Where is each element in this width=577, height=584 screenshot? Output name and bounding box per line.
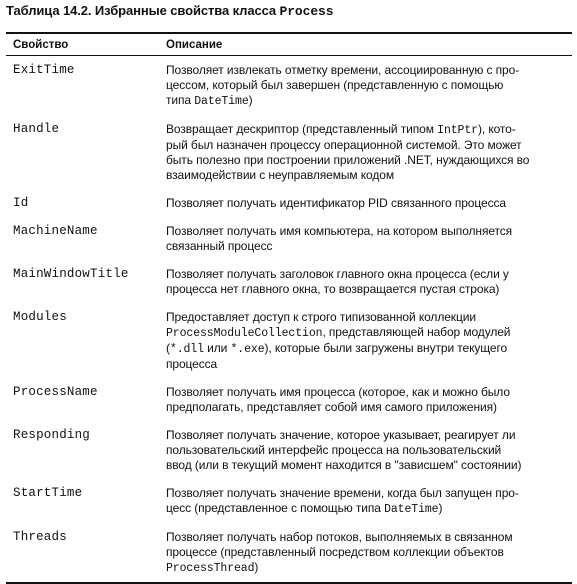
caption-class-name: Process xyxy=(279,4,334,19)
table-row xyxy=(6,479,572,523)
description-line xyxy=(166,138,568,153)
description-line xyxy=(166,443,568,458)
text-fragment: Возвращает дескриптор (представленный типом xyxy=(166,122,438,136)
table-header-row xyxy=(6,33,572,56)
description-line xyxy=(166,530,568,545)
description-line xyxy=(166,458,568,473)
description-line xyxy=(166,357,568,372)
description-line xyxy=(166,310,568,325)
description-line xyxy=(166,560,568,576)
table-row xyxy=(6,115,572,189)
text-fragment: типа xyxy=(166,93,195,107)
description-line xyxy=(166,341,568,357)
text-fragment: Позволяет получать набор потоков, выполняемых в связанном xyxy=(166,530,513,544)
text-fragment: Позволяет получать имя процесса (которое, как и можно было xyxy=(166,385,510,399)
text-fragment: Позволяет извлекать отметку времени, ассоциированную с про- xyxy=(166,63,520,77)
text-fragment: процесса нет главного окна, то возвращается пустая строка) xyxy=(166,282,500,296)
code-fragment: DateTime xyxy=(194,95,249,108)
property-name: Threads xyxy=(13,530,67,544)
property-description xyxy=(158,217,572,260)
code-fragment: *.dll xyxy=(169,343,204,356)
text-fragment: быть полезно при построении приложений .NET, нуждающихся во xyxy=(166,153,530,167)
text-fragment: ( xyxy=(166,341,170,355)
description-line xyxy=(166,224,568,239)
property-name: ProcessName xyxy=(13,385,98,399)
text-fragment: Позволяет получать заголовок главного окна процесса (если у xyxy=(166,267,509,281)
property-name: MainWindowTitle xyxy=(13,267,129,281)
property-description xyxy=(158,479,572,523)
properties-table xyxy=(6,32,572,584)
description-line xyxy=(166,122,568,138)
property-name: Modules xyxy=(13,310,67,324)
table-body xyxy=(6,56,572,584)
description-line xyxy=(166,545,568,560)
description-line xyxy=(166,325,568,341)
code-fragment: ProcessModuleCollection xyxy=(166,327,323,340)
property-name: Id xyxy=(13,196,29,210)
description-line xyxy=(166,428,568,443)
property-description xyxy=(158,421,572,479)
property-description xyxy=(158,115,572,189)
description-line xyxy=(166,385,568,400)
code-fragment: IntPtr xyxy=(437,124,478,137)
table-row xyxy=(6,303,572,378)
header-property: Свойство xyxy=(6,33,158,56)
text-fragment: процессе (представленный посредством коллекции объектов xyxy=(166,545,504,559)
property-name: StartTime xyxy=(13,486,83,500)
text-fragment: Позволяет получать значение времени, когда был запущен про- xyxy=(166,486,519,500)
caption-prefix: Таблица 14.2. Избранные свойства класса xyxy=(6,3,280,18)
code-fragment: DateTime xyxy=(384,503,439,516)
table-row xyxy=(6,523,572,583)
table-row xyxy=(6,189,572,217)
text-fragment: ввод (или в текущий момент находится в "зависшем" состоянии) xyxy=(166,458,522,472)
description-line xyxy=(166,63,568,78)
table-row xyxy=(6,378,572,421)
text-fragment: предполагать, представляет собой имя самого приложения) xyxy=(166,400,497,414)
property-description xyxy=(158,378,572,421)
description-line xyxy=(166,239,568,254)
text-fragment: ) xyxy=(248,93,253,107)
text-fragment: взаимодействии с неуправляемым кодом xyxy=(166,168,394,182)
property-description xyxy=(158,260,572,303)
text-fragment: Позволяет получать имя компьютера, на котором выполняется xyxy=(166,224,513,238)
table-row xyxy=(6,56,572,116)
text-fragment: ) xyxy=(438,501,443,515)
text-fragment: ) xyxy=(254,560,259,574)
property-name: Responding xyxy=(13,428,91,442)
description-line xyxy=(166,153,568,168)
table-caption xyxy=(6,3,572,19)
property-description xyxy=(158,303,572,378)
text-fragment: или xyxy=(203,341,231,355)
property-description xyxy=(158,56,572,116)
property-name: ExitTime xyxy=(13,63,75,77)
text-fragment: Позволяет получать значение, которое указывает, реагирует ли xyxy=(166,428,516,442)
text-fragment: Предоставляет доступ к строго типизованной коллекции xyxy=(166,310,476,324)
text-fragment: цесс (представленное с помощью типа xyxy=(166,501,385,515)
description-line xyxy=(166,78,568,93)
property-name: Handle xyxy=(13,122,60,136)
table-row xyxy=(6,217,572,260)
text-fragment: пользовательский интерфейс процесса на пользовательский xyxy=(166,443,502,457)
code-fragment: ProcessThread xyxy=(166,562,255,575)
table-row xyxy=(6,421,572,479)
property-description xyxy=(158,523,572,583)
text-fragment: , представляющей набор модулей xyxy=(322,325,511,339)
text-fragment: ), которые были загружены внутри текущего xyxy=(264,341,508,355)
description-line xyxy=(166,267,568,282)
description-line xyxy=(166,196,568,211)
property-name: MachineName xyxy=(13,224,98,238)
description-line xyxy=(166,400,568,415)
description-line xyxy=(166,168,568,183)
text-fragment: Позволяет получать идентификатор PID связанного процесса xyxy=(166,196,506,210)
description-line xyxy=(166,93,568,109)
description-line xyxy=(166,282,568,297)
code-fragment: *.exe xyxy=(230,343,265,356)
text-fragment: ), кото- xyxy=(477,122,516,136)
description-line xyxy=(166,486,568,501)
property-description xyxy=(158,189,572,217)
table-row xyxy=(6,260,572,303)
text-fragment: связанный процесс xyxy=(166,239,273,253)
text-fragment: процесса xyxy=(166,357,218,371)
text-fragment: цессом, который был завершен (представленную с помощью xyxy=(166,78,504,92)
header-description: Описание xyxy=(158,33,572,56)
description-line xyxy=(166,501,568,517)
text-fragment: рый был назначен процессу операционной системой. Это может xyxy=(166,138,522,152)
